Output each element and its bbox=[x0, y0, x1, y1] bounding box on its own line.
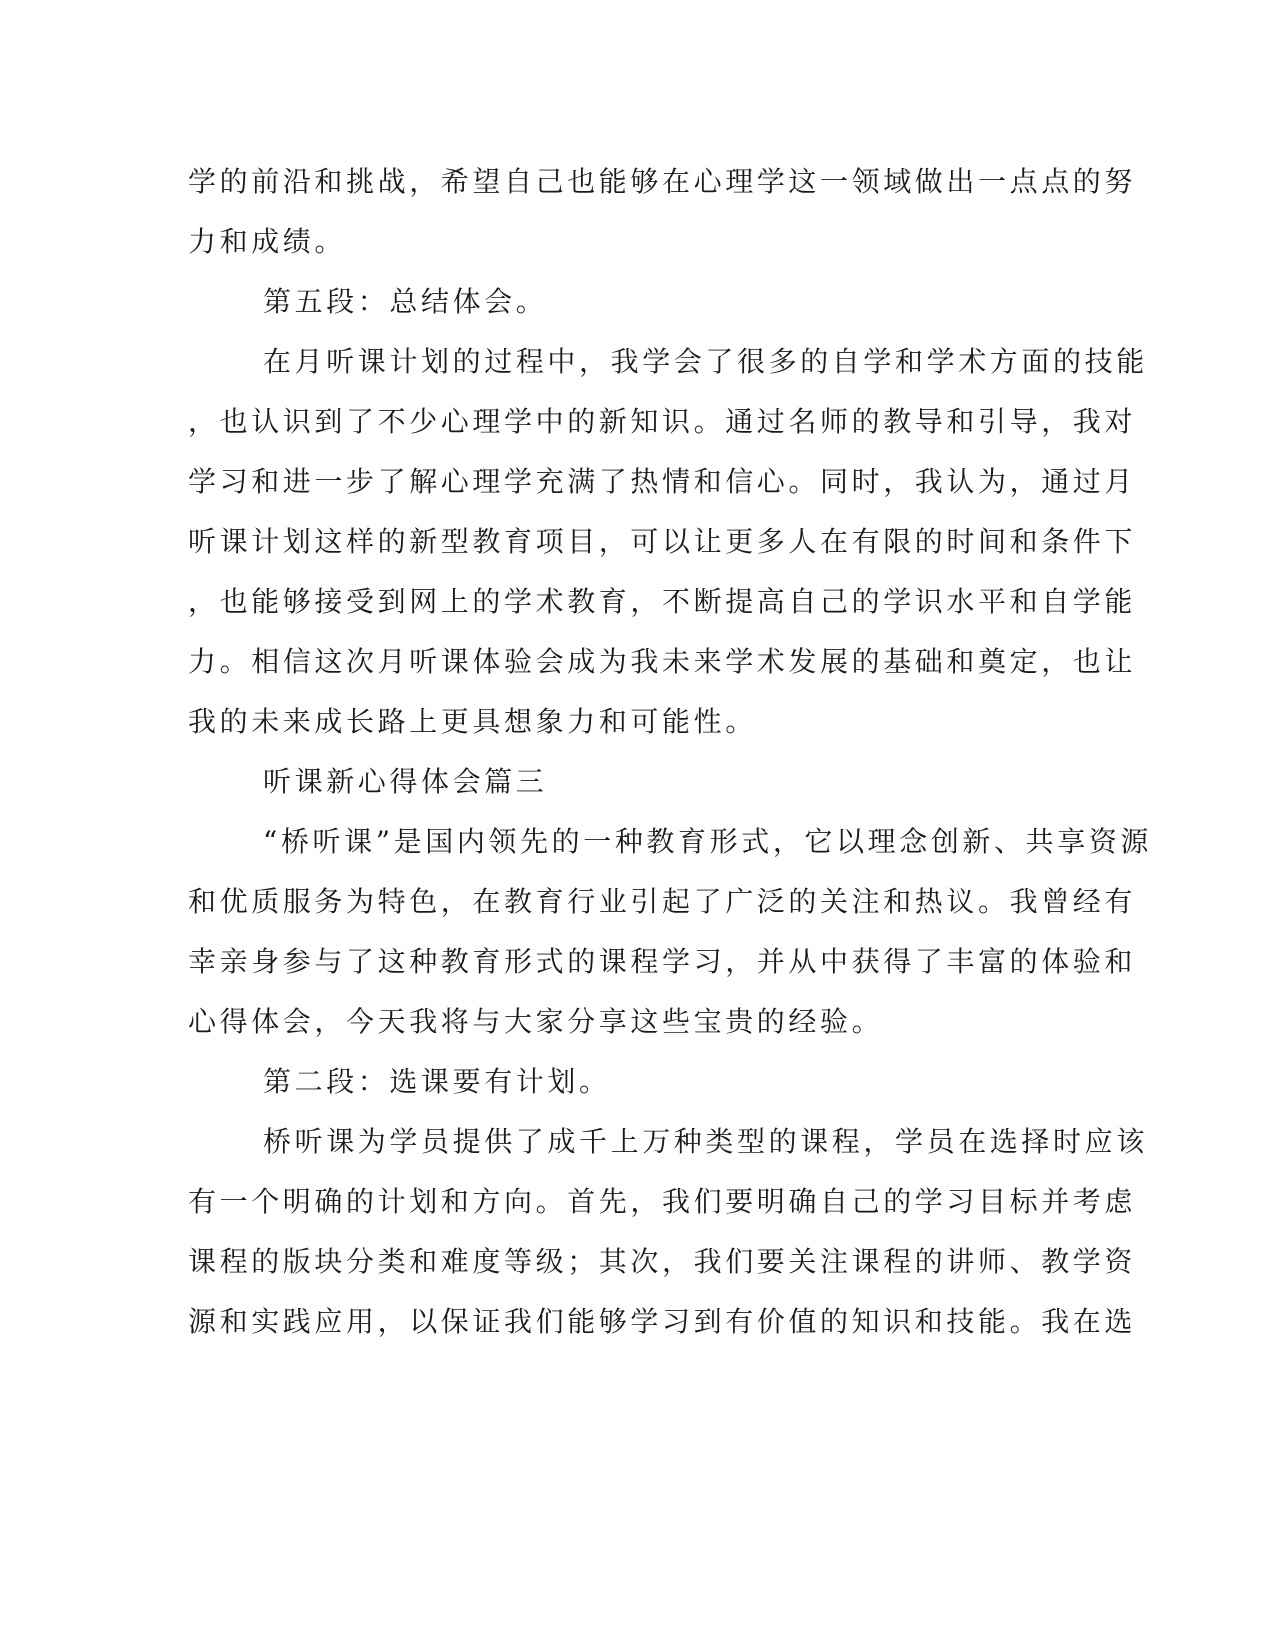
text-line-17: 桥听课为学员提供了成千上万种类型的课程，学员在选择时应该 bbox=[263, 1125, 1148, 1158]
text-line-18: 有一个明确的计划和方向。首先，我们要明确自己的学习目标并考虑 bbox=[188, 1185, 1137, 1218]
text-line-10: 我的未来成长路上更具想象力和可能性。 bbox=[188, 705, 757, 738]
text-line-9: 力。相信这次月听课体验会成为我未来学术发展的基础和奠定，也让 bbox=[188, 645, 1137, 678]
text-line-14: 幸亲身参与了这种教育形式的课程学习，并从中获得了丰富的体验和 bbox=[188, 945, 1137, 978]
text-line-13: 和优质服务为特色，在教育行业引起了广泛的关注和热议。我曾经有 bbox=[188, 885, 1137, 918]
article-title: 听课新心得体会篇三 bbox=[263, 765, 548, 798]
text-line-7: 听课计划这样的新型教育项目，可以让更多人在有限的时间和条件下 bbox=[188, 525, 1137, 558]
text-line-4: 在月听课计划的过程中，我学会了很多的自学和学术方面的技能 bbox=[263, 345, 1148, 378]
text-line-15: 心得体会，今天我将与大家分享这些宝贵的经验。 bbox=[188, 1005, 884, 1038]
text-line-2: 力和成绩。 bbox=[188, 225, 347, 258]
text-line-5: ，也认识到了不少心理学中的新知识。通过名师的教导和引导，我对 bbox=[188, 405, 1137, 438]
text-line-20: 源和实践应用，以保证我们能够学习到有价值的知识和技能。我在选 bbox=[188, 1305, 1137, 1338]
section-heading-5: 第五段：总结体会。 bbox=[263, 285, 548, 318]
text-line-6: 学习和进一步了解心理学充满了热情和信心。同时，我认为，通过月 bbox=[188, 465, 1137, 498]
text-line-1: 学的前沿和挑战，希望自己也能够在心理学这一领域做出一点点的努 bbox=[188, 165, 1137, 198]
text-line-12: “桥听课”是国内领先的一种教育形式，它以理念创新、共享资源 bbox=[263, 825, 1153, 858]
text-line-8: ，也能够接受到网上的学术教育，不断提高自己的学识水平和自学能 bbox=[188, 585, 1137, 618]
text-line-19: 课程的版块分类和难度等级；其次，我们要关注课程的讲师、教学资 bbox=[188, 1245, 1137, 1278]
section-heading-2: 第二段：选课要有计划。 bbox=[263, 1065, 611, 1098]
